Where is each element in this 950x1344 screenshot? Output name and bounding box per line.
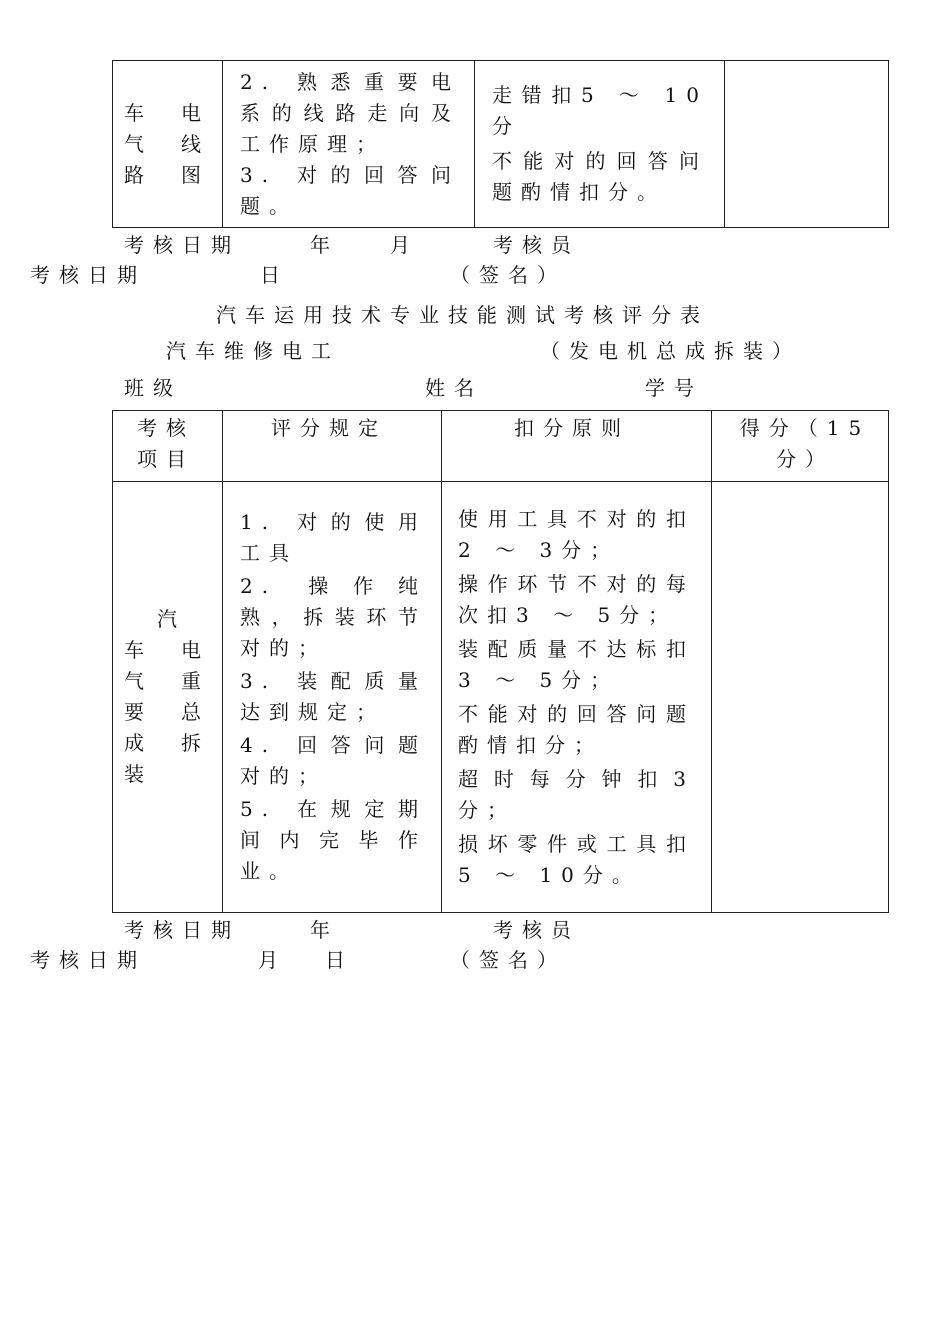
score-cell[interactable] [712, 482, 889, 913]
header-cell [442, 411, 712, 482]
footer-date-label-line2: 考核日期 [30, 263, 146, 287]
rule-line: 3. 对的回答问题。 [240, 162, 460, 218]
score-table-continuation [112, 60, 889, 228]
deduction-line: 走错扣5 ～ 10分 [492, 83, 708, 138]
footer-year: 年 [310, 233, 339, 257]
name-label: 姓名 [425, 376, 483, 400]
table-row [113, 61, 889, 228]
rule-line: 5. 在规定期间内完毕作业。 [240, 797, 427, 883]
footer2-date-label-line2: 考核日期 [30, 948, 146, 972]
rule-line: 2. 操作纯熟，拆装环节对的； [240, 574, 427, 660]
deduction-line: 操作环节不对的每次扣3 ～ 5分； [458, 571, 695, 627]
footer2-examiner: 考核员 [493, 918, 580, 942]
item-cell [113, 482, 223, 913]
footer2-day: 日 [325, 948, 354, 972]
header-score: 得分（15分） [739, 416, 871, 471]
footer-day: 日 [260, 263, 289, 287]
footer-date-label-line1: 考核日期 [124, 233, 240, 257]
deduction-line: 损坏零件或工具扣5 ～ 10分。 [458, 831, 695, 887]
class-label: 班级 [124, 376, 182, 400]
footer-examiner: 考核员 [493, 233, 580, 257]
table-header-row [113, 411, 889, 482]
score-cell[interactable] [725, 61, 889, 228]
deductions-cell [442, 482, 712, 913]
header-item: 考核项目 [137, 416, 195, 471]
deduction-line: 超时每分钟扣3分； [458, 766, 695, 822]
footer-sign: （签名） [450, 263, 566, 287]
item-cell [113, 61, 223, 228]
header-deductions: 扣分原则 [514, 416, 630, 440]
footer-month: 月 [390, 233, 419, 257]
footer2-date-label-line1: 考核日期 [124, 918, 240, 942]
rule-line: 3. 装配质量达到规定； [240, 669, 427, 724]
deduction-line: 使用工具不对的扣2 ～ 3分； [458, 506, 695, 562]
header-cell [223, 411, 442, 482]
item-text: 汽车电气重要总成拆装 [124, 607, 210, 786]
rule-line: 2. 熟悉重要电系的线路走向及工作原理； [240, 69, 460, 156]
footer2-month: 月 [258, 948, 287, 972]
deduction-line: 不能对的回答问题酌情扣分。 [492, 149, 708, 204]
table-row [113, 482, 889, 913]
form-title: 汽车运用技术专业技能测试考核评分表 [216, 303, 709, 327]
header-rules: 评分规定 [271, 416, 387, 440]
header-cell [113, 411, 223, 482]
form-job: 汽车维修电工 [166, 339, 340, 363]
deductions-cell [475, 61, 725, 228]
rules-cell [223, 482, 442, 913]
header-cell [712, 411, 889, 482]
deduction-line: 不能对的回答问题酌情扣分； [458, 701, 695, 757]
deduction-line: 装配质量不达标扣3 ～ 5分； [458, 636, 695, 692]
footer2-year: 年 [310, 918, 339, 942]
rule-line: 1. 对的使用工具 [240, 510, 427, 565]
id-label: 学号 [645, 376, 703, 400]
footer2-sign: （签名） [450, 948, 566, 972]
score-table [112, 410, 889, 913]
form-task: （发电机总成拆装） [540, 339, 801, 363]
item-text: 车电气线路图 [124, 100, 210, 187]
rule-line: 4. 回答问题对的； [240, 733, 427, 788]
rules-cell [223, 61, 475, 228]
